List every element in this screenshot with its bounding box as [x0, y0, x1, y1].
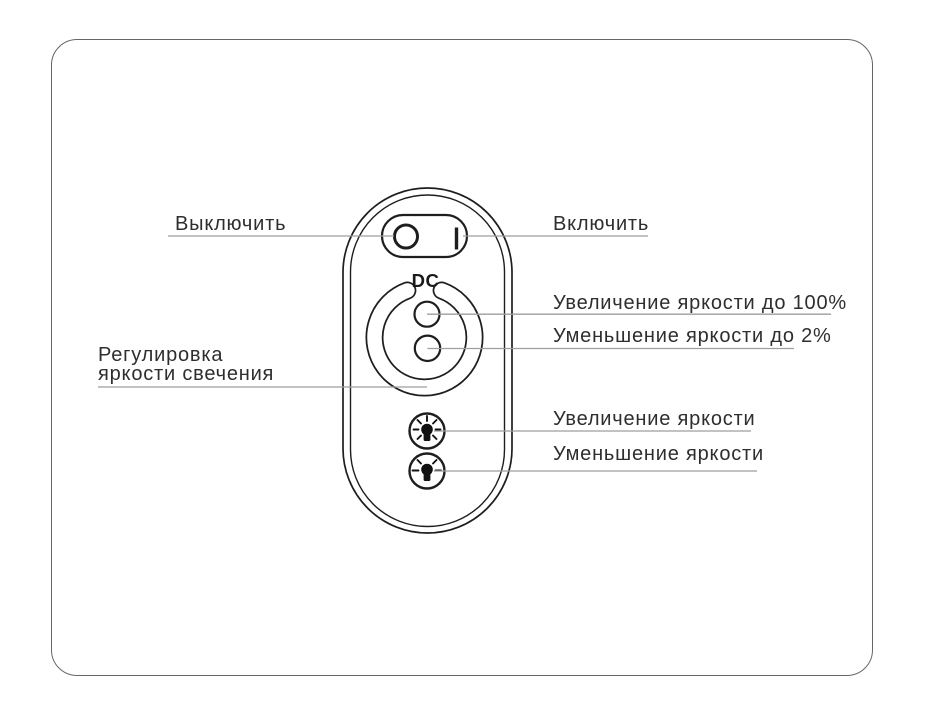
dc-label: DC [411, 270, 440, 291]
label-brightness-up-100: Увеличение яркости до 100% [553, 292, 847, 314]
label-brightness-down: Уменьшение яркости [553, 443, 764, 465]
label-power-on: Включить [553, 213, 650, 235]
label-dimmer-control-line2: яркости свечения [98, 363, 275, 385]
label-brightness-up: Увеличение яркости [553, 408, 756, 430]
label-dimmer-control-line1: Регулировка [98, 344, 224, 366]
label-dimmer-control [98, 346, 298, 384]
power-off-icon [395, 225, 418, 248]
label-brightness-down-2: Уменьшение яркости до 2% [553, 325, 832, 347]
label-power-off: Выключить [175, 213, 287, 235]
